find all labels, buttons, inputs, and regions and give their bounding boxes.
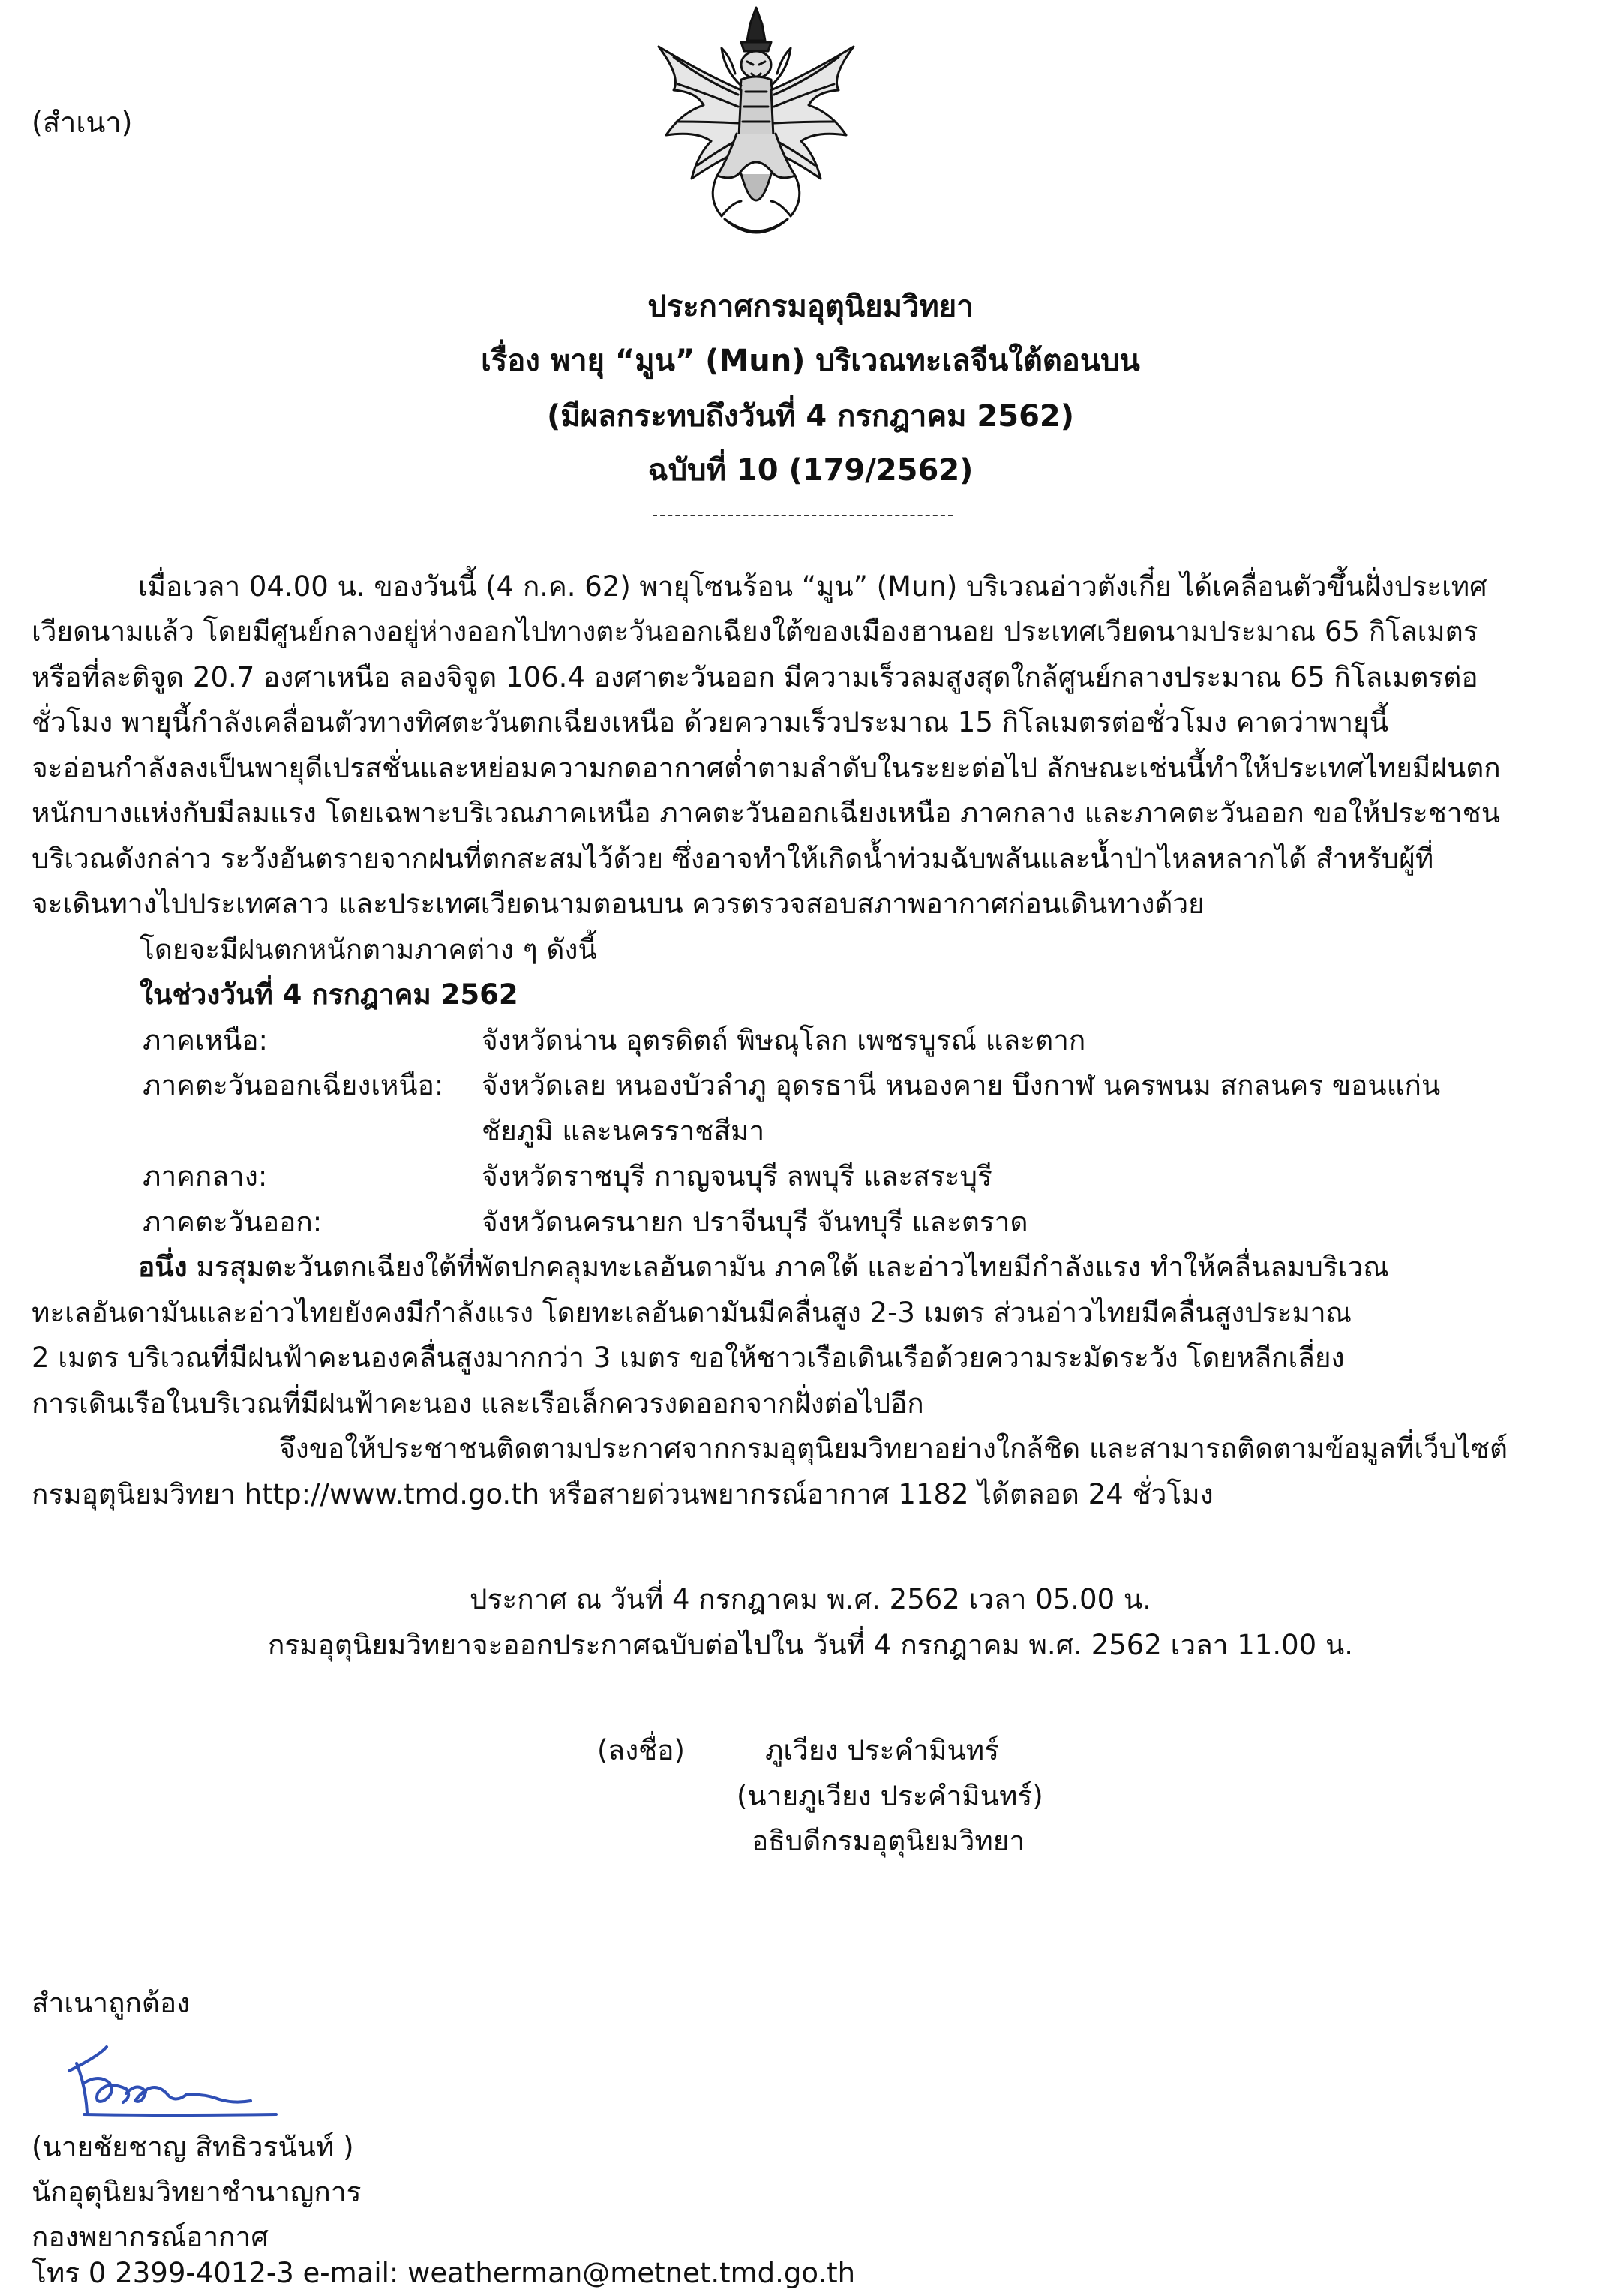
contact-info: โทร 0 2399-4012-3 e-mail: weatherman@metnet.tmd.go.th <box>32 2257 856 2289</box>
region-provinces: ชัยภูมิ และนครราชสีมา <box>482 1115 765 1147</box>
paragraph-line: เวียดนามแล้ว โดยมีศูนย์กลางอยู่ห่างออกไปทางตะวันออกเฉียงใต้ของเมืองฮานอย ประเทศเวียดนามประมาณ 65 กิโลเมตร <box>32 615 1478 648</box>
paragraph-line: ชั่วโมง พายุนี้กำลังเคลื่อนตัวทางทิศตะวันตกเฉียงเหนือ ด้วยความเร็วประมาณ 15 กิโลเมตรต่อชั่วโมง คาดว่าพายุนี้ <box>32 706 1389 738</box>
issued-date: ประกาศ ณ วันที่ 4 กรกฎาคม พ.ศ. 2562 เวลา 05.00 น. <box>470 1583 1151 1615</box>
handwritten-signature-icon <box>54 2041 279 2123</box>
signed-label: (ลงชื่อ) <box>597 1734 685 1766</box>
copy-mark: (สำเนา) <box>32 106 133 139</box>
rain-period: ในช่วงวันที่ 4 กรกฎาคม 2562 <box>140 978 518 1011</box>
announcement-subject: เรื่อง พายุ “มูน” (Mun) บริเวณทะเลจีนใต้ตอนบน <box>481 344 1140 378</box>
note-first-line <box>138 1245 1389 1290</box>
header-divider <box>653 515 953 516</box>
paragraph-line: จะเดินทางไปประเทศลาว และประเทศเวียดนามตอนบน ควรตรวจสอบสภาพอากาศก่อนเดินทางด้วย <box>32 888 1205 920</box>
region-label: ภาคเหนือ: <box>143 1024 268 1056</box>
certifier-name: (นายชัยชาญ สิทธิวรนันท์ ) <box>32 2131 354 2163</box>
signatory-full-name: (นายภูเวียง ประคำมินทร์) <box>737 1780 1043 1812</box>
certifier-office: กองพยากรณ์อากาศ <box>32 2221 269 2253</box>
note-line: 2 เมตร บริเวณที่มีฝนฟ้าคะนองคลื่นสูงมากกว่า 3 เมตร ขอให้ชาวเรือเดินเรือด้วยความระมัดระวัง โดยหลีกเลี่ยง <box>32 1342 1345 1374</box>
certified-label: สำเนาถูกต้อง <box>32 1987 191 2019</box>
region-label: ภาคกลาง: <box>143 1160 268 1192</box>
region-label: ภาคตะวันออกเฉียงเหนือ: <box>143 1069 444 1101</box>
region-provinces: จังหวัดน่าน อุตรดิตถ์ พิษณุโลก เพชรบูรณ์ และตาก <box>482 1024 1086 1056</box>
region-provinces: จังหวัดนครนายก ปราจีนบุรี จันทบุรี และตราด <box>482 1206 1028 1238</box>
follow-line: กรมอุตุนิยมวิทยา http://www.tmd.go.th หรือสายด่วนพยากรณ์อากาศ 1182 ได้ตลอด 24 ชั่วโมง <box>32 1478 1214 1510</box>
announcement-title: ประกาศกรมอุตุนิยมวิทยา <box>647 290 974 324</box>
announcement-effective: (มีผลกระทบถึงวันที่ 4 กรกฎาคม 2562) <box>546 399 1075 434</box>
signatory-name: ภูเวียง ประคำมินทร์ <box>765 1734 1000 1766</box>
rain-intro: โดยจะมีฝนตกหนักตามภาคต่าง ๆ ดังนี้ <box>140 933 597 966</box>
note-line: ทะเลอันดามันและอ่าวไทยยังคงมีกำลังแรง โดยทะเลอันดามันมีคลื่นสูง 2-3 เมตร ส่วนอ่าวไทยมีคลื่นสูงประมาณ <box>32 1297 1352 1329</box>
paragraph-line: หรือที่ละติจูด 20.7 องศาเหนือ ลองจิจูด 106.4 องศาตะวันออก มีความเร็วลมสูงสุดใกล้ศูนย์กลางประมาณ 65 กิโลเมตรต่อ <box>32 661 1478 693</box>
garuda-emblem-icon <box>629 2 884 254</box>
note-line: การเดินเรือในบริเวณที่มีฝนฟ้าคะนอง และเรือเล็กควรงดออกจากฝั่งต่อไปอีก <box>32 1387 924 1420</box>
region-provinces: จังหวัดเลย หนองบัวลำภู อุดรธานี หนองคาย บึงกาฬ นครพนม สกลนคร ขอนแก่น <box>482 1069 1441 1101</box>
paragraph-line: หนักบางแห่งกับมีลมแรง โดยเฉพาะบริเวณภาคเหนือ ภาคตะวันออกเฉียงเหนือ ภาคกลาง และภาคตะวันออก ขอให้ประชาชน <box>32 797 1501 829</box>
note-text: มรสุมตะวันตกเฉียงใต้ที่พัดปกคลุมทะเลอันดามัน ภาคใต้ และอ่าวไทยมีกำลังแรง ทำให้คลื่นลมบริเวณ <box>187 1251 1389 1283</box>
paragraph-line: จะอ่อนกำลังลงเป็นพายุดีเปรสชั่นและหย่อมความกดอากาศต่ำตามลำดับในระยะต่อไป ลักษณะเช่นนี้ทำให้ประเทศไทยมีฝนตก <box>32 752 1501 784</box>
next-issue-date: กรมอุตุนิยมวิทยาจะออกประกาศฉบับต่อไปใน วันที่ 4 กรกฎาคม พ.ศ. 2562 เวลา 11.00 น. <box>267 1629 1353 1661</box>
region-label: ภาคตะวันออก: <box>143 1206 323 1238</box>
paragraph-line: เมื่อเวลา 04.00 น. ของวันนี้ (4 ก.ค. 62) พายุโซนร้อน “มูน” (Mun) บริเวณอ่าวตังเกี๋ย ได้เคลื่อนตัวขึ้นฝั่งประเทศ <box>138 570 1487 603</box>
follow-line: จึงขอให้ประชาชนติดตามประกาศจากกรมอุตุนิยมวิทยาอย่างใกล้ชิด และสามารถติดตามข้อมูลที่เว็บไซต์ <box>279 1432 1508 1465</box>
certifier-position: นักอุตุนิยมวิทยาชำนาญการ <box>32 2176 362 2208</box>
announcement-number: ฉบับที่ 10 (179/2562) <box>647 453 974 488</box>
paragraph-line: บริเวณดังกล่าว ระวังอันตรายจากฝนที่ตกสะสมไว้ด้วย ซึ่งอาจทำให้เกิดน้ำท่วมฉับพลันและน้ำป่าไหลหลากได้ สำหรับผู้ที่ <box>32 843 1434 875</box>
signatory-title: อธิบดีกรมอุตุนิยมวิทยา <box>752 1825 1025 1857</box>
region-provinces: จังหวัดราชบุรี กาญจนบุรี ลพบุรี และสระบุรี <box>482 1160 992 1192</box>
note-lead: อนึ่ง <box>138 1251 188 1283</box>
